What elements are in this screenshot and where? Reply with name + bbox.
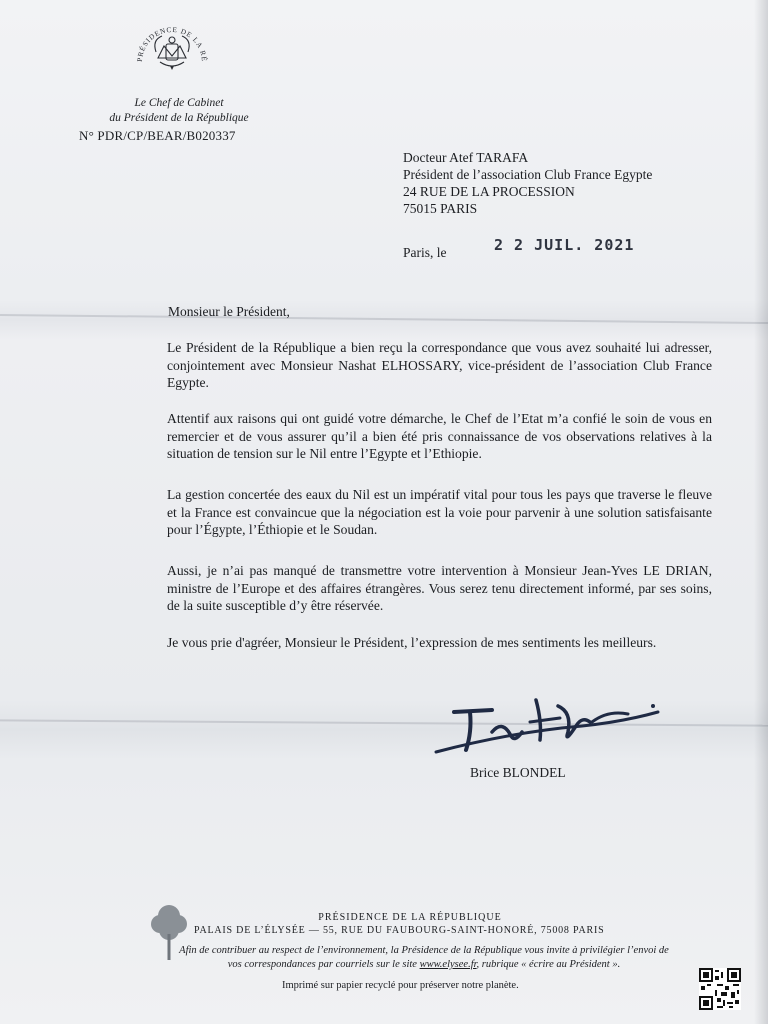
cabinet-subtitle: du Président de la République [109, 112, 249, 124]
cabinet-signature-block [88, 96, 270, 126]
footer-title: PRÉSIDENCE DE LA RÉPUBLIQUE [318, 912, 502, 923]
paper-fold [0, 314, 768, 324]
footer-note-text: Afin de contribuer au respect de l’environnement, la Présidence de la République vous invite à privilégier l’envoi de vos correspondances par courriels sur le site [179, 945, 669, 970]
handwritten-signature [432, 692, 662, 758]
footer-environment-note [174, 944, 674, 972]
addressee-role: Président de l’association Club France Egypte [403, 167, 653, 182]
signer-name: Brice BLONDEL [470, 765, 566, 780]
svg-text:PRÉSIDENCE DE LA RÉPUBLIQUE [126, 10, 210, 62]
salutation: Monsieur le Président, [168, 304, 290, 319]
qr-code-icon [699, 968, 741, 1010]
cabinet-title: Le Chef de Cabinet [134, 97, 224, 109]
addressee-street: 24 RUE DE LA PROCESSION [403, 184, 575, 199]
reference-number: N° PDR/CP/BEAR/B020337 [79, 128, 236, 143]
paragraph-3: La gestion concertée des eaux du Nil est un impératif vital pour tous les pays que traverse le fleuve et la France est convaincue que la négociation est la voie pour parvenir à une solution satisfaisante pour l’Égypte, l’Éthiopie et le Soudan. [167, 487, 712, 537]
footer-address: PALAIS DE L’ÉLYSÉE — 55, RUE DU FAUBOURG-SAINT-HONORÉ, 75008 PARIS [194, 925, 605, 936]
recycled-paper-note: Imprimé sur papier recyclé pour préserver notre planète. [282, 980, 519, 991]
addressee-name: Docteur Atef TARAFA [403, 150, 529, 165]
elysee-website-link[interactable]: www.elysee.fr [419, 959, 477, 970]
paragraph-5: Je vous prie d'agréer, Monsieur le Président, l’expression de mes sentiments les meilleurs. [167, 635, 657, 650]
addressee-city: 75015 PARIS [403, 201, 478, 216]
page-shadow [754, 0, 768, 1024]
seal-text: PRÉSIDENCE DE LA RÉ [135, 25, 209, 63]
date-place: Paris, le [403, 245, 447, 260]
paragraph-4: Aussi, je n’ai pas manqué de transmettre votre intervention à Monsieur Jean-Yves LE DRIAN, ministre de l’Europe et des affaires étrangères. Vous serez tenu directement informé, par ses soins, de la suite susceptible d’y être réservée. [167, 563, 712, 613]
paragraph-2: Attentif aux raisons qui ont guidé votre démarche, le Chef de l’Etat m’a confié le soin de vous en remercier et de vous assurer qu’il a bien été pris connaissance de vos observations relatives à la situation de tension sur le Nil entre l’Egypte et l’Ethiopie. [167, 411, 712, 461]
footer-note-text-end: , rubrique « écrire au Président ». [476, 959, 621, 970]
paragraph-1: Le Président de la République a bien reçu la correspondance que vous avez souhaité lui adresser, conjointement avec Monsieur Nashat ELHOSSARY, vice-président de l’association Club France Egypte. [167, 340, 712, 390]
date-stamp: 2 2 JUIL. 2021 [494, 236, 635, 254]
elysee-seal-icon [126, 10, 218, 96]
addressee-block [403, 149, 652, 217]
